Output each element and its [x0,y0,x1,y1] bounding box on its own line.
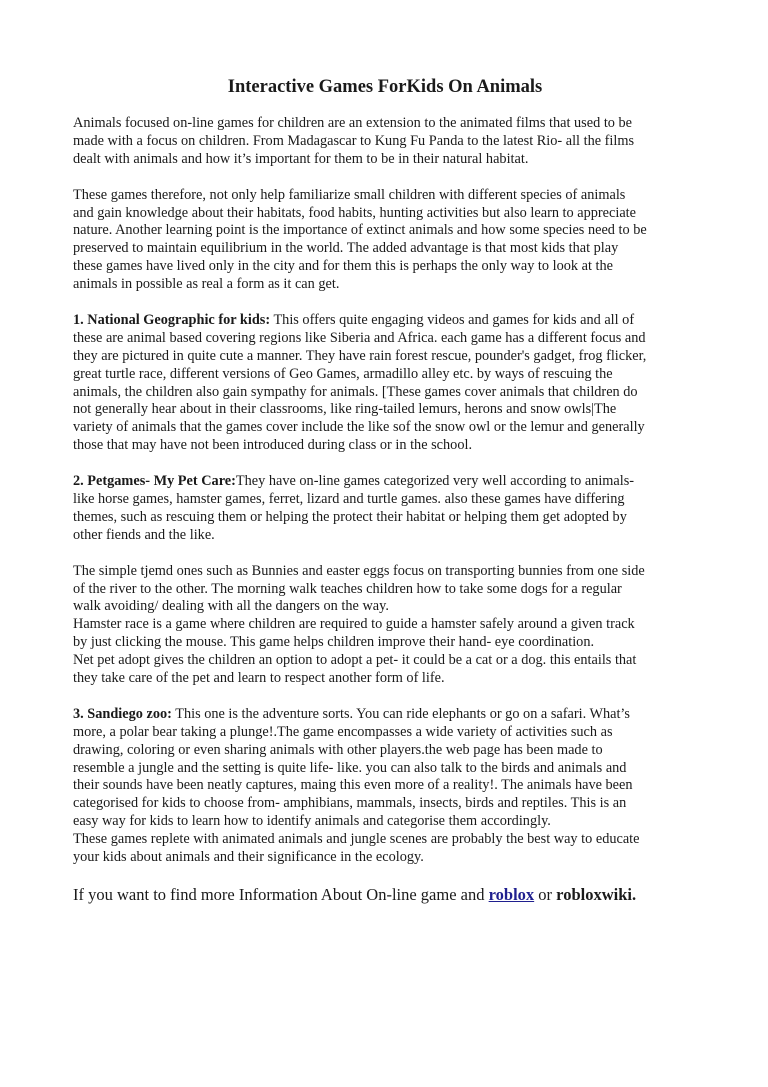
text-line: nature. Another learning point is the importance of extinct animals and how some species need to be [73,222,647,239]
document-title: Interactive Games ForKids On Animals [227,77,543,97]
text-line: themes, such as rescuing them or helping the protect their habitat or helping them get adopted by [73,508,627,525]
footer-text: If you want to find more Information About On-line game and [73,884,489,904]
section-text: This one is the adventure sorts. You can ride elephants or go on a safari. What’s [171,705,630,722]
text-line: by just clicking the mouse. This game helps children improve their hand- eye coordination. [73,634,595,651]
roblox-link[interactable]: roblox [488,884,535,904]
section-sandiego-zoo [73,706,697,867]
footer-connector: or [534,884,557,904]
text-line: like horse games, hamster games, ferret, lizard and turtle games. also these games have differing [73,490,625,507]
text-line: drawing, coloring or even sharing animals with other players.the web page has been made to [73,741,603,758]
text-line: made with a focus on children. From Madagascar to Kung Fu Panda to the latest Rio- all the films [73,132,635,149]
text-line: your kids about animals and their significance in the ecology. [73,849,424,866]
simple-games-paragraph [73,563,697,688]
text-line: more, a polar bear taking a plunge!.The game encompasses a wide variety of activities such as [73,723,613,740]
text-line: walk avoiding/ dealing with all the dangers on the way. [73,598,389,615]
text-line: Animals focused on-line games for children are an extension to the animated films that used to be [73,115,633,131]
text-line: resemble a jungle and the setting is quite life- like. you can also talk to the birds and animals and [73,759,627,776]
text-line: easy way for kids to learn how to identify animals and categorise them accordingly. [73,813,551,830]
text-line: The simple tjemd ones such as Bunnies and easter eggs focus on transporting bunnies from one side [73,562,645,579]
text-line: animals in possible as real a form as it can get. [73,276,340,293]
text-line [73,312,697,330]
section-heading: 1. National Geographic for kids: [73,311,271,328]
text-line: great turtle race, different versions of Geo Games, armadillo alley etc. by ways of rescuing the [73,365,613,382]
section-heading: 2. Petgames- My Pet Care: [73,473,236,490]
text-line: of the river to the other. The morning walk teaches children how to take some dogs for a regular [73,580,622,597]
text-line: Hamster race is a game where children are required to guide a hamster safely around a given track [73,616,635,633]
text-line [73,706,697,724]
text-line: and gain knowledge about their habitats, food habits, hunting activities but also learn to appreciate [73,204,636,221]
section-national-geographic [73,312,697,455]
section-petgames [73,473,697,545]
text-line: other fiends and the like. [73,526,215,543]
text-line: those that may have not been introduced during class or in the school. [73,437,473,454]
text-line: their sounds have been neatly captures, maing this even more of a reality!. The animals have been [73,777,633,794]
text-line: not generally hear about in their classrooms, like ring-tailed lemurs, herons and snow owls|The [73,401,617,418]
section-text: This offers quite engaging videos and games for kids and all of [270,311,635,328]
text-line: These games replete with animated animals and jungle scenes are probably the best way to educate [73,831,640,848]
footer-line [73,885,697,905]
text-line: animals, the children also gain sympathy for animals. [These games cover animals that children do [73,383,638,400]
document-page [73,76,697,905]
intro-paragraph [73,115,697,169]
text-line: variety of animals that the games cover include the like sof the snow owl or the lemur and generally [73,419,645,436]
text-line: these games have lived only in the city and for them this is perhaps the only way to look at the [73,258,613,275]
section-heading: 3. Sandiego zoo: [73,705,172,722]
robloxwiki-text: robloxwiki. [556,884,637,904]
games-paragraph [73,187,697,294]
text-line: these are animal based covering regions like Siberia and Africa. each game has a different focus and [73,329,646,346]
text-line [73,473,697,491]
text-line: These games therefore, not only help familiarize small children with different species of animals [73,186,626,203]
text-line: dealt with animals and how it’s important for them to be in their natural habitat. [73,150,529,167]
text-line: categorised for kids to choose from- amphibians, mammals, insects, birds and reptiles. This is an [73,795,627,812]
section-text: They have on-line games categorized very well according to animals- [235,473,635,490]
text-line: they are pictured in quite cute a manner. They have rain forest rescue, pounder's gadget, frog flicker, [73,347,647,364]
text-line: they take care of the pet and learn to respect another form of life. [73,670,445,687]
text-line: preserved to maintain equilibrium in the world. The added advantage is that most kids that play [73,240,619,257]
text-line: Net pet adopt gives the children an option to adopt a pet- it could be a cat or a dog. this entails that [73,652,637,669]
